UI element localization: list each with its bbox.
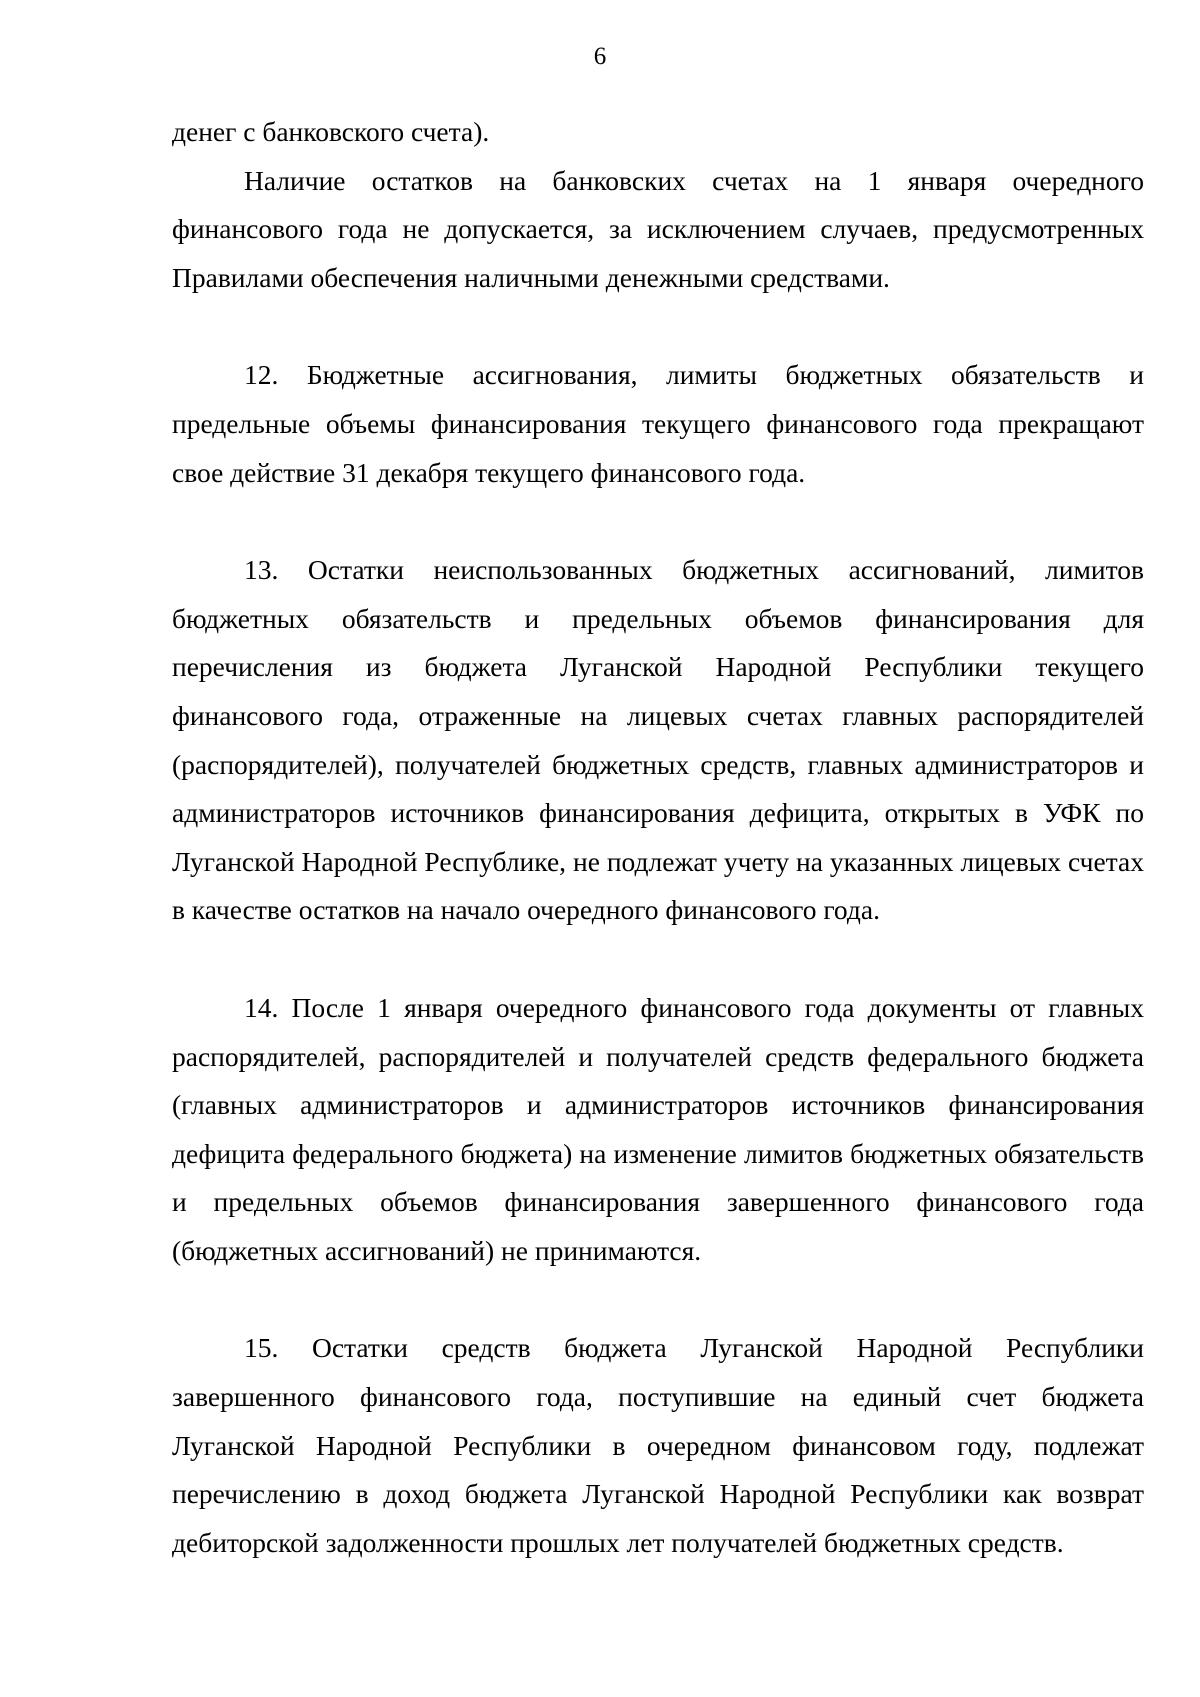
paragraph-gap <box>172 497 1144 546</box>
paragraph-gap <box>172 1275 1144 1324</box>
paragraph-gap <box>172 935 1144 984</box>
page-number: 6 <box>593 43 607 70</box>
paragraph-gap <box>172 302 1144 351</box>
paragraph-item-12: 12. Бюджетные ассигнования, лимиты бюджетных обязательств и предельные объемы финансирования текущего финансового года прекращают свое действие 31 декабря текущего финансового года. <box>172 359 1144 488</box>
paragraph-continuation: денег с банковского счета). <box>172 116 490 147</box>
paragraph-item-14: 14. После 1 января очередного финансового года документы от главных распорядителей, распорядителей и получателей средств федерального бюджета (главных администраторов и администраторов источников финансирования дефицита федерального бюджета) на изменение лимитов бюджетных обязательств и предельных объемов финансирования завершенного финансового года (бюджетных ассигнований) не принимаются. <box>172 991 1144 1266</box>
paragraph-item-13: 13. Остатки неиспользованных бюджетных ассигнований, лимитов бюджетных обязательств и предельных объемов финансирования для перечисления из бюджета Луганской Народной Республики текущего финансового года, отраженные на лицевых счетах главных распорядителей (распорядителей), получателей бюджетных средств, главных администраторов и администраторов источников финансирования дефицита, открытых в УФК по Луганской Народной Республике, не подлежат учету на указанных лицевых счетах в качестве остатков на начало очередного финансового года. <box>172 554 1144 926</box>
paragraph-item-15: 15. Остатки средств бюджета Луганской Народной Республики завершенного финансового года, поступившие на единый счет бюджета Луганской Народной Республики в очередном финансовом году, подлежат перечислению в доход бюджета Луганской Народной Республики как возврат дебиторской задолженности прошлых лет получателей бюджетных средств. <box>172 1332 1144 1558</box>
document-body <box>172 108 1144 1567</box>
paragraph-bank-balances: Наличие остатков на банковских счетах на 1 января очередного финансового года не допускается, за исключением случаев, предусмотренных Правилами обеспечения наличными денежными средствами. <box>172 164 1144 293</box>
